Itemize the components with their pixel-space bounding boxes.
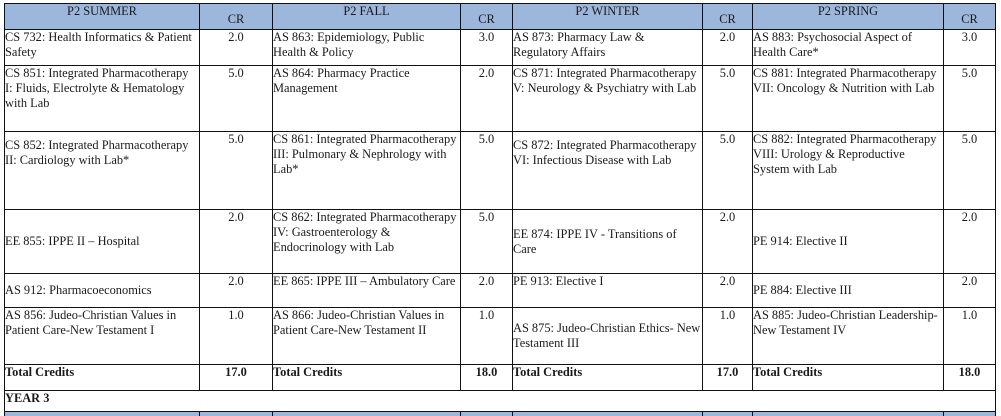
- course-cell: CS 882: Integrated Pharmacotherapy VIII: Urology & Reproductive System with Lab: [753, 132, 944, 210]
- course-cell: CS 851: Integrated Pharmacotherapy I: Fluids, Electrolyte & Hematology with Lab: [5, 66, 200, 132]
- course-cell: CS 881: Integrated Pharmacotherapy VII: Oncology & Nutrition with Lab: [753, 66, 944, 132]
- term-header-winter: P2 WINTER: [513, 4, 703, 30]
- credit-cell: 1.0: [944, 308, 996, 365]
- credit-cell: 1.0: [461, 308, 513, 365]
- next-header-strip: [5, 412, 996, 416]
- course-cell: EE 855: IPPE II – Hospital: [5, 210, 200, 274]
- table-row: [5, 66, 996, 132]
- total-credits-value: 17.0: [200, 365, 273, 391]
- term-header-summer: P2 SUMMER: [5, 4, 200, 30]
- course-cell: CS 852: Integrated Pharmacotherapy II: Cardiology with Lab*: [5, 132, 200, 210]
- course-cell: EE 874: IPPE IV - Transitions of Care: [513, 210, 703, 274]
- credit-cell: 3.0: [944, 30, 996, 66]
- course-cell: AS 885: Judeo-Christian Leadership-New Testament IV: [753, 308, 944, 365]
- table-row: [5, 132, 996, 210]
- header-strip-cell: [273, 412, 461, 416]
- year-3-heading: YEAR 3: [5, 391, 996, 412]
- total-credits-value: 18.0: [461, 365, 513, 391]
- cr-header-winter: CR: [703, 4, 753, 30]
- credit-cell: 5.0: [200, 132, 273, 210]
- credit-cell: 2.0: [200, 274, 273, 308]
- header-strip-cell: [703, 412, 753, 416]
- table-row: [5, 274, 996, 308]
- course-cell: AS 912: Pharmacoeconomics: [5, 274, 200, 308]
- course-cell: CS 871: Integrated Pharmacotherapy V: Neurology & Psychiatry with Lab: [513, 66, 703, 132]
- term-header-spring: P2 SPRING: [753, 4, 944, 30]
- table-row: [5, 30, 996, 66]
- course-cell: CS 872: Integrated Pharmacotherapy VI: Infectious Disease with Lab: [513, 132, 703, 210]
- total-credits-label: Total Credits: [5, 365, 200, 391]
- credit-cell: 2.0: [703, 210, 753, 274]
- credit-cell: 2.0: [200, 30, 273, 66]
- cr-header-fall: CR: [461, 4, 513, 30]
- credit-cell: 5.0: [461, 132, 513, 210]
- header-row: [5, 4, 996, 30]
- credit-cell: 5.0: [944, 132, 996, 210]
- cr-header-summer: CR: [200, 4, 273, 30]
- credit-cell: 1.0: [703, 308, 753, 365]
- course-cell: PE 914: Elective II: [753, 210, 944, 274]
- header-strip-cell: [5, 412, 200, 416]
- course-cell: AS 864: Pharmacy Practice Management: [273, 66, 461, 132]
- course-cell: CS 861: Integrated Pharmacotherapy III: Pulmonary & Nephrology with Lab*: [273, 132, 461, 210]
- course-cell: EE 865: IPPE III – Ambulatory Care: [273, 274, 461, 308]
- course-cell: CS 862: Integrated Pharmacotherapy IV: Gastroenterology & Endocrinology with Lab: [273, 210, 461, 274]
- credit-cell: 2.0: [461, 274, 513, 308]
- course-cell: AS 883: Psychosocial Aspect of Health Care*: [753, 30, 944, 66]
- credit-cell: 3.0: [461, 30, 513, 66]
- course-cell: PE 884: Elective III: [753, 274, 944, 308]
- total-credits-label: Total Credits: [273, 365, 461, 391]
- table-row: [5, 308, 996, 365]
- total-credits-label: Total Credits: [513, 365, 703, 391]
- credit-cell: 2.0: [200, 210, 273, 274]
- credit-cell: 1.0: [200, 308, 273, 365]
- table-row: [5, 210, 996, 274]
- header-strip-cell: [461, 412, 513, 416]
- header-strip-cell: [944, 412, 996, 416]
- credit-cell: 5.0: [703, 132, 753, 210]
- credit-cell: 5.0: [703, 66, 753, 132]
- course-cell: AS 863: Epidemiology, Public Health & Policy: [273, 30, 461, 66]
- course-cell: AS 866: Judeo-Christian Values in Patient Care-New Testament II: [273, 308, 461, 365]
- course-cell: AS 875: Judeo-Christian Ethics- New Testament III: [513, 308, 703, 365]
- term-header-fall: P2 FALL: [273, 4, 461, 30]
- total-credits-label: Total Credits: [753, 365, 944, 391]
- total-credits-row: [5, 365, 996, 391]
- curriculum-table: [4, 3, 996, 416]
- credit-cell: 2.0: [944, 274, 996, 308]
- course-cell: AS 873: Pharmacy Law & Regulatory Affairs: [513, 30, 703, 66]
- credit-cell: 2.0: [461, 66, 513, 132]
- cr-header-spring: CR: [944, 4, 996, 30]
- course-cell: AS 856: Judeo-Christian Values in Patient Care-New Testament I: [5, 308, 200, 365]
- credit-cell: 5.0: [944, 66, 996, 132]
- total-credits-value: 17.0: [703, 365, 753, 391]
- credit-cell: 5.0: [200, 66, 273, 132]
- credit-cell: 5.0: [461, 210, 513, 274]
- total-credits-value: 18.0: [944, 365, 996, 391]
- course-cell: CS 732: Health Informatics & Patient Safety: [5, 30, 200, 66]
- header-strip-cell: [513, 412, 703, 416]
- year-section-row: [5, 391, 996, 412]
- credit-cell: 2.0: [703, 274, 753, 308]
- header-strip-cell: [200, 412, 273, 416]
- credit-cell: 2.0: [703, 30, 753, 66]
- course-cell: PE 913: Elective I: [513, 274, 703, 308]
- header-strip-cell: [753, 412, 944, 416]
- credit-cell: 2.0: [944, 210, 996, 274]
